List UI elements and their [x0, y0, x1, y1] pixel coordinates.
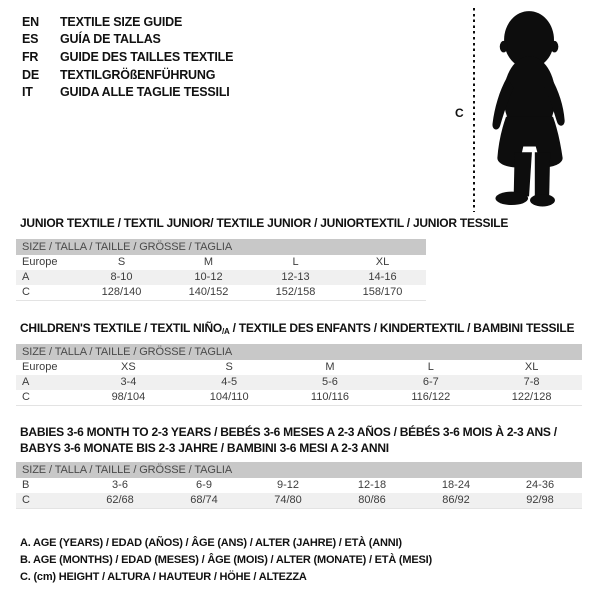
table-row-age: [16, 270, 426, 285]
table-cell: 5-6: [322, 376, 338, 388]
language-row-es: [22, 31, 233, 49]
section-title-children: [20, 320, 574, 340]
table-cell: 14-16: [368, 271, 397, 283]
row-label: C: [22, 391, 30, 403]
row-label: Europe: [22, 256, 58, 268]
size-header-bar: SIZE / TALLA / TAILLE / GRÖSSE / TAGLIA: [16, 344, 582, 360]
guide-title: TEXTILE SIZE GUIDE: [60, 14, 183, 29]
table-row-europe: [16, 360, 582, 375]
row-label: Europe: [22, 361, 58, 373]
children-size-table: [16, 344, 582, 406]
guide-title: GUIDE DES TAILLES TEXTILE: [60, 49, 234, 64]
section-title-babies: [20, 424, 557, 456]
row-label: A: [22, 271, 30, 283]
table-cell: 8-10: [110, 271, 133, 283]
table-cell: 24-36: [525, 479, 555, 491]
table-cell: 10-12: [194, 271, 223, 283]
table-cell: 62/68: [106, 494, 134, 506]
legend-note-b: B. AGE (MONTHS) / EDAD (MESES) / ÂGE (MOIS) / ALTER (MONATE) / ETÀ (MESI): [20, 554, 432, 567]
table-cell: L: [427, 361, 434, 373]
table-cell: 18-24: [441, 479, 471, 491]
height-measure-dashed-line: [473, 8, 475, 212]
language-row-en: [22, 13, 233, 31]
row-label: C: [22, 494, 30, 506]
table-cell: 9-12: [276, 479, 300, 491]
table-cell: 122/128: [511, 391, 552, 403]
language-row-de: [22, 66, 233, 84]
table-cell: 104/110: [209, 391, 249, 403]
language-code: DE: [22, 67, 39, 82]
table-cell: M: [325, 361, 335, 373]
guide-title: GUIDA ALLE TAGLIE TESSILI: [60, 85, 230, 100]
toddler-silhouette-icon: [482, 6, 578, 214]
guide-title: TEXTILGRÖßENFÜHRUNG: [60, 67, 216, 82]
table-cell: L: [292, 256, 299, 268]
table-cell: 158/170: [362, 286, 403, 298]
section-title-line: BABIES 3-6 MONTH TO 2-3 YEARS / BEBÉS 3-6 MESES A 2-3 AÑOS / BÉBÉS 3-6 MOIS À 2-3 ANS /: [20, 425, 557, 439]
table-row-height: [16, 493, 582, 508]
table-row-height: [16, 285, 426, 300]
size-header-bar: SIZE / TALLA / TAILLE / GRÖSSE / TAGLIA: [16, 462, 582, 478]
table-cell: 152/158: [275, 286, 316, 298]
language-code: IT: [22, 85, 33, 100]
table-cell: S: [225, 361, 233, 373]
table-cell: 6-9: [196, 479, 212, 491]
section-title-subscript: /A: [221, 327, 230, 336]
language-code: FR: [22, 49, 39, 64]
row-label: A: [22, 376, 30, 388]
table-cell: 7-8: [523, 376, 540, 388]
row-label: B: [22, 479, 30, 491]
table-cell: 68/74: [190, 494, 218, 506]
table-cell: XL: [524, 361, 539, 373]
babies-size-table: [16, 462, 582, 509]
language-code: ES: [22, 32, 39, 47]
table-cell: M: [203, 256, 214, 268]
table-cell: XS: [121, 361, 136, 373]
table-cell: S: [117, 256, 126, 268]
table-row-height: [16, 390, 582, 405]
language-title-list: [22, 13, 233, 101]
table-cell: 98/104: [111, 391, 146, 403]
size-header-bar: SIZE / TALLA / TAILLE / GRÖSSE / TAGLIA: [16, 239, 426, 255]
table-cell: 140/152: [188, 286, 229, 298]
table-cell: 74/80: [274, 494, 302, 506]
table-cell: 12-18: [357, 479, 387, 491]
table-row-age-months: [16, 478, 582, 493]
table-cell: 80/86: [358, 494, 386, 506]
table-row-age: [16, 375, 582, 390]
toddler-figure: [455, 4, 590, 216]
guide-title: GUÍA DE TALLAS: [60, 32, 161, 47]
table-cell: 6-7: [422, 376, 439, 388]
legend-note-c: C. (cm) HEIGHT / ALTURA / HAUTEUR / HÖHE / ALTEZZA: [20, 571, 307, 584]
section-title-part: / TEXTILE DES ENFANTS / KINDERTEXTIL / BAMBINI TESSILE: [229, 321, 575, 335]
table-cell: 3-4: [120, 376, 137, 388]
height-measure-label: C: [455, 106, 464, 120]
table-cell: 12-13: [281, 271, 310, 283]
row-label: C: [22, 286, 30, 298]
table-cell: 86/92: [442, 494, 470, 506]
junior-size-table: [16, 239, 426, 301]
section-title-part: CHILDREN'S TEXTILE / TEXTIL NIÑO: [20, 321, 222, 335]
table-cell: 4-5: [221, 376, 238, 388]
table-cell: 3-6: [112, 479, 128, 491]
legend-note-a: A. AGE (YEARS) / EDAD (AÑOS) / ÂGE (ANS) / ALTER (JAHRE) / ETÀ (ANNI): [20, 537, 402, 549]
section-title-junior: JUNIOR TEXTILE / TEXTIL JUNIOR/ TEXTILE JUNIOR / JUNIORTEXTIL / JUNIOR TESSILE: [20, 216, 509, 230]
legend-notes: [20, 535, 432, 587]
language-row-it: [22, 83, 233, 101]
table-cell: 116/122: [411, 391, 451, 403]
table-cell: 128/140: [101, 286, 142, 298]
language-row-fr: [22, 48, 233, 66]
table-cell: XL: [375, 256, 390, 268]
section-title-line: BABYS 3-6 MONATE BIS 2-3 JAHRE / BAMBINI 3-6 MESI A 2-3 ANNI: [20, 441, 389, 455]
table-cell: 110/116: [310, 391, 350, 403]
table-row-europe: [16, 255, 426, 270]
table-cell: 92/98: [526, 494, 554, 506]
language-code: EN: [22, 14, 39, 29]
